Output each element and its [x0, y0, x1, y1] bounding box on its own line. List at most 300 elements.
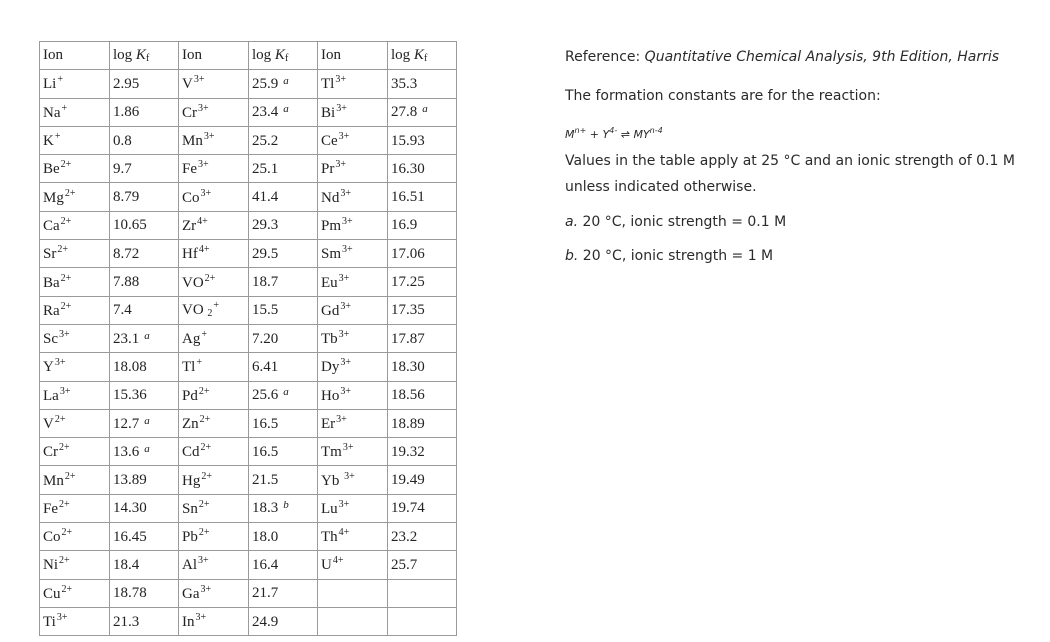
ion-cell	[179, 70, 249, 98]
ion-cell	[318, 183, 388, 211]
ion-symbol: Dy	[321, 359, 340, 376]
ion-symbol: Zn	[182, 416, 199, 432]
log-kf-cell	[388, 211, 457, 239]
ion-cell	[318, 211, 388, 239]
ion-symbol: Cr	[182, 104, 197, 121]
log-kf-value: 16.30	[391, 160, 425, 177]
log-kf-value: 25.6	[252, 387, 279, 404]
ion-charge: 4+	[338, 527, 350, 539]
log-kf-cell	[110, 381, 179, 409]
ion-symbol: Gd	[321, 302, 340, 319]
ion-charge: 3+	[338, 498, 350, 510]
log-kf-cell	[249, 579, 318, 607]
log-kf-cell	[388, 268, 457, 296]
ion-charge: 3+	[335, 74, 346, 86]
log-kf-value: 10.65	[113, 217, 147, 234]
eq-metal-charge: n+	[574, 126, 587, 135]
log-kf-value: 21.7	[252, 585, 279, 602]
log-kf-cell	[110, 551, 179, 579]
ion-symbol: Zr	[182, 217, 197, 234]
ion-charge: 2+	[60, 300, 72, 312]
ion-cell	[40, 607, 110, 635]
ion-charge: 2+	[64, 187, 76, 199]
table-row	[40, 296, 457, 324]
ion-symbol: U	[321, 557, 332, 574]
ion-symbol: Sc	[43, 331, 58, 348]
eq-plus: +	[586, 128, 603, 141]
ion-cell	[318, 494, 388, 522]
log-kf-cell	[388, 183, 457, 211]
ion-charge: 3+	[340, 357, 351, 369]
ion-cell	[318, 70, 388, 98]
ion-charge: 3+	[56, 612, 68, 624]
log-kf-cell	[110, 494, 179, 522]
log-kf-value: 13.89	[113, 472, 147, 489]
log-kf-value: 23.1	[113, 330, 140, 347]
ion-charge: 3+	[200, 187, 212, 199]
ion-symbol: Sm	[321, 246, 342, 263]
table-row	[40, 551, 457, 579]
header-k-subscript: f	[145, 52, 150, 64]
ion-cell	[179, 438, 249, 466]
log-kf-cell	[249, 155, 318, 183]
ion-symbol: Pm	[321, 217, 342, 234]
ion-symbol: K	[43, 133, 54, 150]
log-kf-cell	[388, 240, 457, 268]
table-row	[40, 579, 457, 607]
table-row	[40, 126, 457, 154]
ion-cell	[318, 324, 388, 352]
ion-charge: +	[54, 131, 61, 143]
log-kf-cell	[110, 324, 179, 352]
ion-cell	[179, 579, 249, 607]
ion-charge: 2+	[199, 414, 211, 425]
ion-symbol: Sr	[43, 246, 57, 263]
eq-ligand-charge: 4-	[609, 126, 618, 135]
footnote-b	[565, 243, 1035, 269]
log-kf-value: 23.4	[252, 104, 279, 121]
header-log-kf	[249, 42, 318, 70]
log-kf-value: 8.72	[113, 245, 140, 262]
ion-charge: 4+	[198, 244, 210, 256]
ion-charge: 4+	[197, 215, 208, 227]
ion-charge: 2+	[64, 470, 76, 482]
table-row	[40, 211, 457, 239]
log-kf-cell	[110, 211, 179, 239]
log-kf-value: 18.56	[391, 387, 425, 404]
ion-cell	[318, 466, 388, 494]
log-kf-value: 18.30	[391, 358, 425, 375]
footnote-a-label: a.	[565, 214, 579, 230]
log-kf-cell	[388, 155, 457, 183]
header-ion	[179, 42, 249, 70]
footnote-a	[565, 209, 1035, 235]
footnote-marker: a	[144, 329, 150, 342]
ion-cell	[40, 466, 110, 494]
ion-symbol: V	[43, 416, 54, 432]
table-row	[40, 409, 457, 437]
log-kf-value: 15.36	[113, 387, 147, 404]
ion-symbol: Cd	[182, 444, 200, 461]
ion-cell	[179, 607, 249, 635]
conditions-text: Values in the table apply at 25 °C and an ionic strength of 0.1 M unless indicated otherwise.	[565, 153, 1015, 195]
log-kf-value: 15.5	[252, 302, 279, 319]
footnote-marker: a	[283, 386, 289, 399]
ion-charge: 3+	[335, 159, 346, 171]
log-kf-cell	[249, 268, 318, 296]
log-kf-cell	[388, 381, 457, 409]
header-k-subscript: f	[284, 52, 289, 64]
log-kf-value: 14.30	[113, 500, 147, 517]
ion-symbol: Hg	[182, 472, 201, 489]
reference-prefix: Reference:	[565, 49, 645, 65]
header-k-subscript: f	[423, 52, 428, 64]
ion-charge: 3+	[59, 385, 71, 397]
ion-charge: 3+	[200, 583, 212, 595]
ion-charge: 2+	[61, 527, 73, 539]
ion-cell	[318, 268, 388, 296]
ion-symbol: Bi	[321, 104, 336, 121]
ion-charge: 3+	[338, 131, 350, 143]
footnote-marker: a	[422, 103, 428, 116]
ion-symbol: Tl	[182, 359, 196, 376]
table-row	[40, 523, 457, 551]
ion-symbol: VO	[182, 302, 208, 319]
ion-cell	[318, 126, 388, 154]
log-kf-cell	[249, 211, 318, 239]
ion-charge: 2+	[59, 442, 70, 454]
ion-symbol: Al	[182, 557, 197, 574]
table-row	[40, 98, 457, 126]
table-row	[40, 381, 457, 409]
ion-symbol: Cu	[43, 585, 61, 602]
table-header-row	[40, 42, 457, 70]
log-kf-value: 16.5	[252, 443, 279, 460]
ion-cell	[318, 381, 388, 409]
log-kf-cell	[388, 579, 457, 607]
ion-cell	[179, 381, 249, 409]
log-kf-value: 18.3	[252, 500, 279, 517]
log-kf-value: 19.32	[391, 443, 425, 460]
ion-charge: 2+	[57, 244, 68, 256]
log-kf-cell	[249, 353, 318, 381]
log-kf-cell	[110, 155, 179, 183]
log-kf-cell	[110, 70, 179, 98]
ion-symbol: Fe	[182, 161, 197, 178]
log-kf-cell	[110, 240, 179, 268]
ion-charge: 3+	[340, 187, 351, 199]
ion-symbol: Ti	[43, 614, 56, 631]
header-log-label: log	[113, 46, 136, 63]
ion-charge: 3+	[342, 244, 353, 256]
log-kf-cell	[110, 438, 179, 466]
ion-cell	[40, 353, 110, 381]
log-kf-value: 18.0	[252, 528, 279, 545]
table-row	[40, 70, 457, 98]
footnote-marker: a	[283, 103, 289, 116]
log-kf-value: 21.5	[252, 472, 279, 489]
log-kf-cell	[388, 438, 457, 466]
ion-cell	[179, 98, 249, 126]
ion-charge: 2+	[59, 498, 70, 510]
log-kf-cell	[388, 296, 457, 324]
footnote-marker: b	[283, 499, 289, 512]
header-ion	[318, 42, 388, 70]
ion-symbol: Co	[43, 529, 61, 546]
header-ion	[40, 42, 110, 70]
log-kf-cell	[249, 183, 318, 211]
ion-symbol: Pd	[182, 387, 198, 404]
ion-cell	[318, 296, 388, 324]
log-kf-cell	[249, 438, 318, 466]
ion-symbol: Fe	[43, 500, 58, 517]
log-kf-cell	[249, 296, 318, 324]
log-kf-cell	[388, 70, 457, 98]
ion-charge: 2+	[59, 555, 70, 567]
ion-charge: 3+	[342, 442, 354, 454]
log-kf-cell	[110, 353, 179, 381]
log-kf-cell	[110, 607, 179, 635]
ion-charge: 3+	[198, 159, 209, 171]
log-kf-cell	[249, 607, 318, 635]
log-kf-value: 16.51	[391, 189, 425, 206]
log-kf-value: 13.6	[113, 443, 140, 460]
header-k-label: K	[274, 46, 285, 63]
log-kf-value: 18.89	[391, 415, 425, 432]
log-kf-value: 29.5	[252, 245, 279, 262]
log-kf-cell	[249, 324, 318, 352]
ion-symbol: Tl	[321, 76, 335, 93]
ion-subscript: 2	[207, 308, 213, 320]
ion-cell	[318, 523, 388, 551]
footnote-marker: a	[144, 442, 150, 455]
log-kf-cell	[388, 551, 457, 579]
header-log-label: log	[391, 46, 414, 63]
log-kf-cell	[110, 579, 179, 607]
log-kf-value: 17.87	[391, 330, 425, 347]
log-kf-value: 25.9	[252, 75, 279, 92]
log-kf-value: 15.93	[391, 132, 425, 149]
log-kf-value: 25.1	[252, 160, 279, 177]
eq-product: MY	[633, 128, 650, 141]
header-log-label: log	[252, 46, 275, 63]
ion-cell	[40, 70, 110, 98]
header-k-label: K	[135, 46, 146, 63]
table-row	[40, 240, 457, 268]
footnote-b-text: 20 °C, ionic strength = 1 M	[578, 248, 774, 264]
log-kf-cell	[110, 126, 179, 154]
ion-charge: 3+	[54, 357, 66, 369]
log-kf-cell	[110, 523, 179, 551]
eq-metal: M	[565, 128, 575, 141]
ion-symbol: Eu	[321, 274, 338, 291]
ion-symbol: Sn	[182, 500, 198, 517]
eq-product-charge: n-4	[649, 126, 663, 135]
ion-symbol: Y	[43, 359, 54, 376]
ion-cell	[40, 296, 110, 324]
ion-symbol: Ra	[43, 302, 60, 319]
ion-symbol: Yb	[321, 472, 344, 489]
ion-cell	[40, 183, 110, 211]
log-kf-value: 16.45	[113, 528, 147, 545]
ion-charge: 2+	[60, 215, 72, 227]
ion-symbol: Hf	[182, 246, 198, 263]
log-kf-cell	[249, 98, 318, 126]
ion-cell	[40, 98, 110, 126]
log-kf-value: 9.7	[113, 160, 132, 177]
table-body	[40, 70, 457, 636]
ion-charge: +	[61, 102, 68, 114]
ion-cell	[179, 523, 249, 551]
log-kf-cell	[249, 381, 318, 409]
log-kf-cell	[110, 268, 179, 296]
log-kf-value: 12.7	[113, 415, 140, 432]
ion-cell	[179, 240, 249, 268]
reference-title: Quantitative Chemical Analysis, 9th Edition, Harris	[644, 49, 1000, 65]
log-kf-value: 25.2	[252, 132, 279, 149]
log-kf-cell	[110, 183, 179, 211]
header-ion-label: Ion	[182, 47, 202, 64]
ion-cell	[40, 155, 110, 183]
ion-cell	[318, 98, 388, 126]
ion-cell	[179, 551, 249, 579]
log-kf-value: 24.9	[252, 613, 279, 630]
ion-charge: +	[196, 357, 202, 369]
ion-symbol: Nd	[321, 189, 340, 206]
log-kf-cell	[110, 98, 179, 126]
ion-cell	[40, 324, 110, 352]
ion-charge: 3+	[342, 215, 353, 227]
ion-symbol: Co	[182, 189, 200, 206]
ion-cell	[40, 126, 110, 154]
ion-cell	[179, 409, 249, 437]
ion-cell	[179, 324, 249, 352]
ion-symbol: Th	[321, 529, 338, 546]
ion-cell	[179, 296, 249, 324]
ion-charge: 3+	[340, 300, 351, 312]
ion-charge: +	[213, 300, 220, 312]
ion-cell	[40, 523, 110, 551]
log-kf-value: 17.06	[391, 245, 425, 262]
ion-cell	[318, 155, 388, 183]
log-kf-value: 18.08	[113, 358, 147, 375]
ion-cell	[40, 268, 110, 296]
ion-symbol: Tb	[321, 331, 338, 348]
ion-cell	[40, 494, 110, 522]
log-kf-value: 18.78	[113, 585, 147, 602]
ion-cell	[318, 240, 388, 268]
ion-charge: 3+	[59, 329, 70, 341]
log-kf-value: 0.8	[113, 132, 132, 149]
log-kf-value: 29.3	[252, 217, 279, 234]
ion-symbol: Ca	[43, 217, 60, 234]
log-kf-value: 7.20	[252, 330, 279, 347]
log-kf-cell	[388, 607, 457, 635]
ion-charge: 2+	[198, 527, 210, 539]
ion-charge: 3+	[193, 74, 205, 86]
ion-symbol: In	[182, 614, 195, 631]
table-row	[40, 183, 457, 211]
ion-charge: 2+	[60, 159, 72, 171]
log-kf-value: 27.8	[391, 104, 418, 121]
ion-cell	[318, 438, 388, 466]
ion-symbol: Na	[43, 104, 61, 121]
header-ion-label: Ion	[321, 47, 341, 64]
ion-charge: 3+	[336, 414, 347, 425]
footnote-marker: a	[144, 414, 150, 427]
header-k-label: K	[413, 46, 424, 63]
ion-cell	[179, 155, 249, 183]
eq-ligand: Y	[602, 128, 610, 141]
ion-cell	[179, 126, 249, 154]
ion-charge: 3+	[338, 329, 350, 341]
log-kf-cell	[388, 523, 457, 551]
ion-cell	[40, 240, 110, 268]
ion-symbol: Ni	[43, 557, 58, 574]
ion-charge: 3+	[195, 612, 207, 624]
header-log-kf	[110, 42, 179, 70]
ion-symbol: Ag	[182, 331, 201, 348]
ion-charge: 2+	[54, 414, 66, 425]
ion-cell	[179, 466, 249, 494]
table-row	[40, 607, 457, 635]
log-kf-value: 16.9	[391, 217, 418, 234]
ion-charge: 3+	[338, 272, 350, 284]
log-kf-value: 19.74	[391, 500, 425, 517]
ion-cell	[40, 579, 110, 607]
log-kf-cell	[388, 353, 457, 381]
log-kf-value: 21.3	[113, 613, 140, 630]
table-row	[40, 438, 457, 466]
ion-charge: 3+	[203, 131, 215, 143]
log-kf-value: 35.3	[391, 75, 418, 92]
ion-symbol: Ba	[43, 274, 60, 291]
ion-cell	[318, 353, 388, 381]
ion-symbol: Ho	[321, 387, 340, 404]
ion-cell	[40, 409, 110, 437]
ion-charge: 2+	[200, 442, 212, 454]
ion-cell	[318, 607, 388, 635]
ion-symbol: VO	[182, 274, 204, 291]
ion-charge: 2+	[198, 498, 210, 510]
header-ion-label: Ion	[43, 47, 63, 64]
ion-cell	[179, 494, 249, 522]
log-kf-cell	[388, 494, 457, 522]
ion-charge: 2+	[60, 272, 72, 284]
log-kf-value: 6.41	[252, 358, 279, 375]
ion-symbol: Ce	[321, 133, 338, 150]
log-kf-cell	[110, 296, 179, 324]
ion-symbol: Mg	[43, 189, 64, 206]
log-kf-cell	[388, 98, 457, 126]
formation-constants-table-container	[39, 41, 457, 636]
log-kf-cell	[249, 551, 318, 579]
ion-cell	[40, 211, 110, 239]
ion-cell	[318, 409, 388, 437]
ion-symbol: Pb	[182, 529, 198, 546]
ion-charge: 2+	[204, 272, 216, 284]
log-kf-cell	[110, 466, 179, 494]
ion-charge: 3+	[336, 102, 347, 114]
ion-symbol: Ga	[182, 585, 200, 602]
table-row	[40, 353, 457, 381]
log-kf-cell	[249, 409, 318, 437]
footnote-marker: a	[283, 74, 289, 87]
notes-panel	[565, 44, 1035, 277]
log-kf-value: 7.88	[113, 274, 140, 291]
ion-cell	[40, 381, 110, 409]
ion-symbol: Tm	[321, 444, 342, 461]
